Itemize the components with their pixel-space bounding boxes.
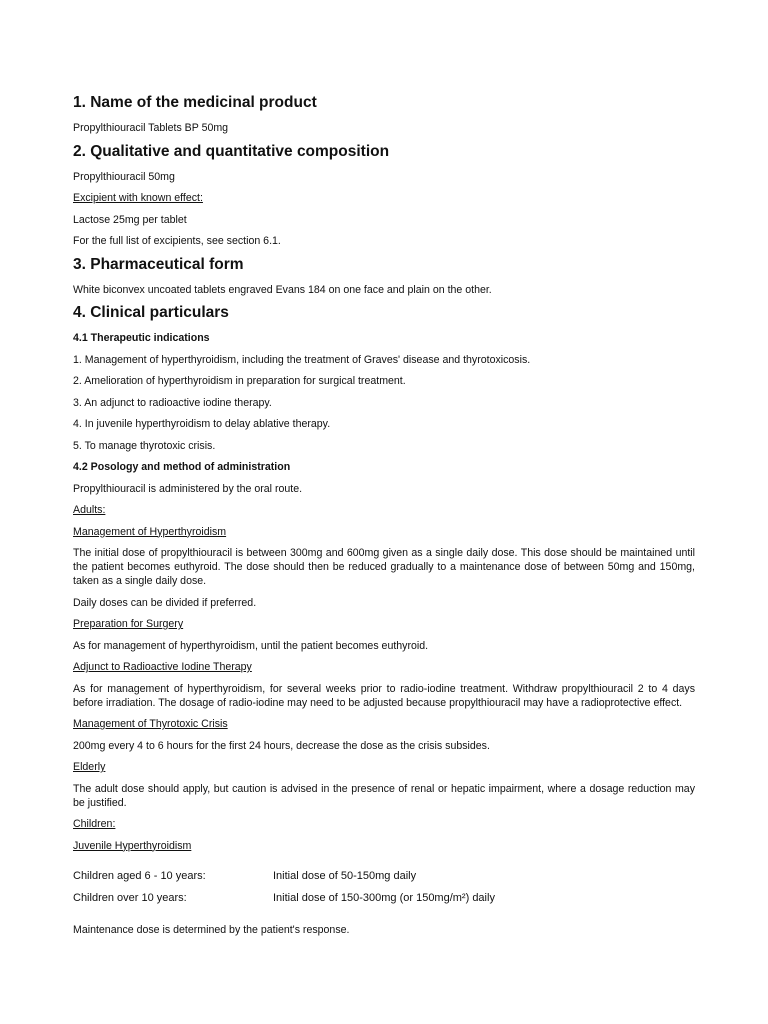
section-1-heading: 1. Name of the medicinal product <box>73 94 317 111</box>
indication-item: 1. Management of hyperthyroidism, including the treatment of Graves' disease and thyrotoxicosis. <box>73 353 531 366</box>
indication-item: 5. To manage thyrotoxic crisis. <box>73 439 216 452</box>
maintenance-text: Maintenance dose is determined by the patient's response. <box>73 924 350 936</box>
thyrotoxic-crisis-title: Management of Thyrotoxic Crisis <box>73 718 228 730</box>
elderly-title: Elderly <box>73 761 106 773</box>
adjunct-radioiodine-text: As for management of hyperthyroidism, for several weeks prior to radio-iodine treatment. Withdraw propylthiouracil 2 to 4 days before irradiation. The dosage of radio-iodine may need to be adjusted because propylthiouracil may have a radioprotective effect. <box>73 682 695 709</box>
subsection-4-1-heading: 4.1 Therapeutic indications <box>73 332 210 344</box>
child-dose: Initial dose of 50-150mg daily <box>273 870 417 882</box>
spacer <box>73 913 695 923</box>
elderly-text: The adult dose should apply, but caution is advised in the presence of renal or hepatic impairment, where a dosage reduction may be justified. <box>73 782 695 809</box>
route-text: Propylthiouracil is administered by the oral route. <box>73 482 303 495</box>
child-age-group: Children aged 6 - 10 years: <box>73 870 206 882</box>
excipient-label: Excipient with known effect: <box>73 192 203 204</box>
pharmaceutical-form-text: White biconvex uncoated tablets engraved Evans 184 on one face and plain on the other. <box>73 283 492 296</box>
child-dose: Initial dose of 150-300mg (or 150mg/m²) daily <box>273 892 495 904</box>
thyrotoxic-crisis-text: 200mg every 4 to 6 hours for the first 24 hours, decrease the dose as the crisis subsides. <box>73 739 490 752</box>
juvenile-hyperthyroidism-title: Juvenile Hyperthyroidism <box>73 839 192 852</box>
preparation-surgery-text: As for management of hyperthyroidism, until the patient becomes euthyroid. <box>73 639 429 652</box>
child-dose-row <box>73 891 695 905</box>
mgmt-hyperthyroidism-text: The initial dose of propylthiouracil is between 300mg and 600mg given as a single daily dose. This dose should be maintained until the patient becomes euthyroid. The dose should then be reduced gradually to a maintenance dose of between 50mg and 150mg, taken as a single daily dose. <box>73 547 695 587</box>
preparation-surgery-title: Preparation for Surgery <box>73 618 184 630</box>
document-page <box>73 94 695 945</box>
lactose-line: Lactose 25mg per tablet <box>73 213 187 226</box>
adjunct-radioiodine-title: Adjunct to Radioactive Iodine Therapy <box>73 661 252 673</box>
children-label: Children: <box>73 818 116 830</box>
excipients-reference: For the full list of excipients, see section 6.1. <box>73 235 281 247</box>
indication-item: 3. An adjunct to radioactive iodine therapy. <box>73 396 272 409</box>
subsection-4-2-heading: 4.2 Posology and method of administration <box>73 461 291 473</box>
child-age-group: Children over 10 years: <box>73 892 187 904</box>
spacer <box>73 860 695 869</box>
child-dose-row <box>73 869 695 883</box>
adults-label: Adults: <box>73 504 106 516</box>
composition-line: Propylthiouracil 50mg <box>73 170 175 183</box>
indication-item: 4. In juvenile hyperthyroidism to delay ablative therapy. <box>73 418 331 430</box>
product-name: Propylthiouracil Tablets BP 50mg <box>73 122 229 134</box>
section-3-heading: 3. Pharmaceutical form <box>73 255 244 273</box>
mgmt-hyperthyroidism-title: Management of Hyperthyroidism <box>73 525 227 538</box>
section-2-heading: 2. Qualitative and quantitative composition <box>73 142 390 160</box>
indication-item: 2. Amelioration of hyperthyroidism in preparation for surgical treatment. <box>73 375 406 387</box>
divided-doses-text: Daily doses can be divided if preferred. <box>73 596 257 609</box>
section-4-heading: 4. Clinical particulars <box>73 304 229 321</box>
